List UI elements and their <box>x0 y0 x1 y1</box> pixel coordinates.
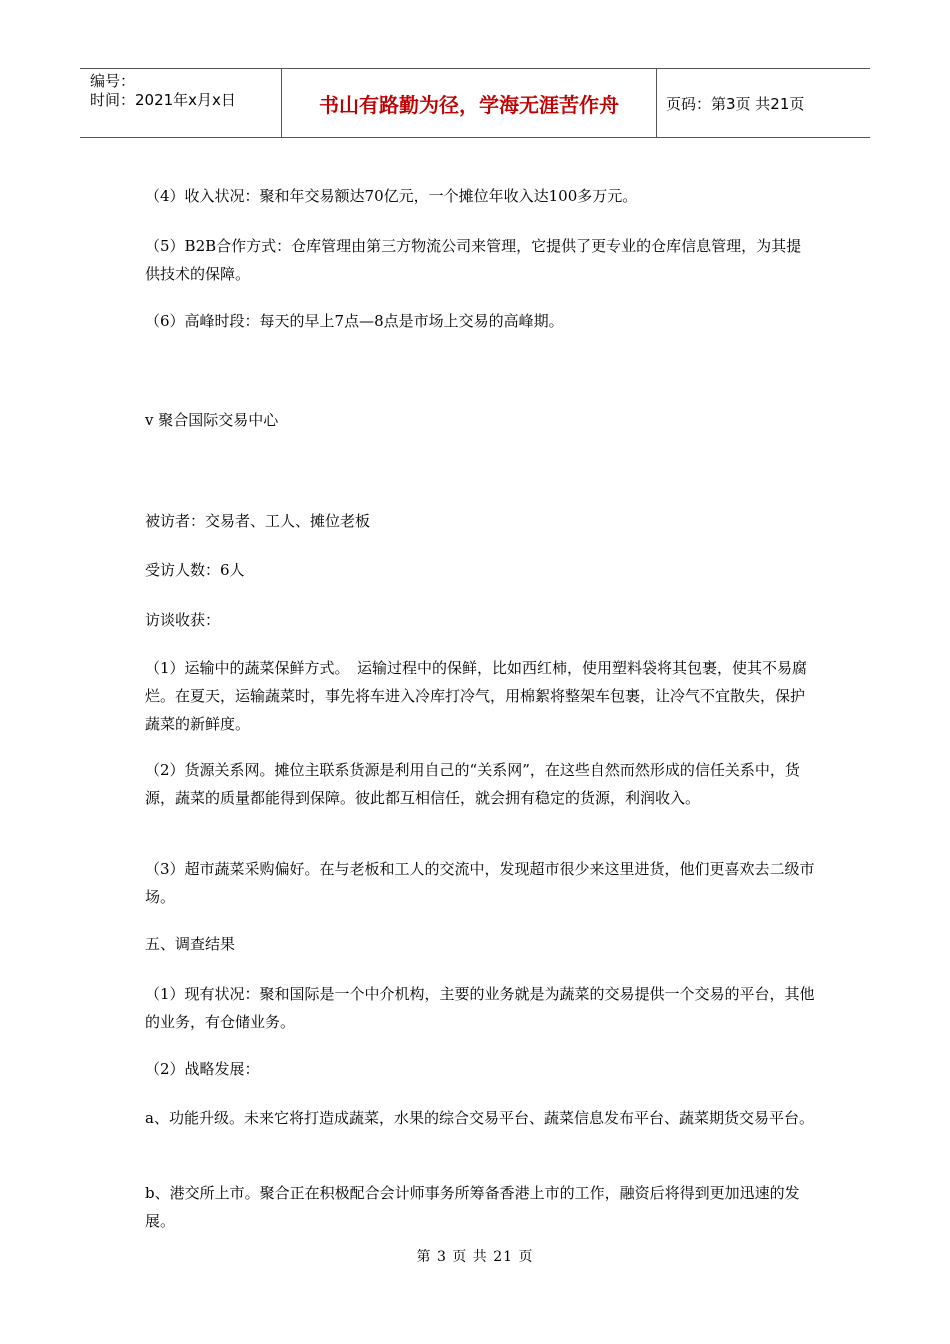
paragraph-current-status: （1）现有状况：聚和国际是一个中介机构，主要的业务就是为蔬菜的交易提供一个交易的平台，其他的业务，有仓储业务。 <box>145 985 815 1031</box>
paragraph-b2b: （5）B2B合作方式：仓库管理由第三方物流公司来管理，它提供了更专业的仓库信息管理，为其提供技术的保障。 <box>145 237 802 283</box>
paragraph-preservation: （1）运输中的蔬菜保鲜方式。 运输过程中的保鲜，比如西红柿，使用塑料袋将其包裹，使其不易腐烂。在夏天，运输蔬菜时，事先将车进入冷库打冷气，用棉絮将整架车包裹，让冷气不宜散失，保护蔬菜的新鲜度。 <box>145 659 808 733</box>
page-footer: 第 3 页 共 21 页 <box>416 1249 534 1265</box>
section-heading-results: 五、调查结果 <box>145 935 236 953</box>
paragraph-supermarket: （3）超市蔬菜采购偏好。在与老板和工人的交流中，发现超市很少来这里进货，他们更喜欢去二级市场。 <box>145 860 815 906</box>
paragraph-listing: b、港交所上市。聚合正在积极配合会计师事务所筹备香港上市的工作，融资后将得到更加迅速的发展。 <box>145 1184 800 1230</box>
page-header <box>80 68 870 138</box>
paragraph-upgrade: a、功能升级。未来它将打造成蔬菜，水果的综合交易平台、蔬菜信息发布平台、蔬菜期货交易平台。 <box>145 1109 814 1127</box>
paragraph-supply-network: （2）货源关系网。摊位主联系货源是利用自己的“关系网”，在这些自然而然形成的信任关系中，货源，蔬菜的质量都能得到保障。彼此都互相信任，就会拥有稳定的货源，利润收入。 <box>145 761 800 807</box>
header-motto: 书山有路勤为径，学海无涯苦作舟 <box>282 69 657 137</box>
document-date: 时间：2021年x月x日 <box>90 91 236 109</box>
paragraph-income: （4）收入状况：聚和年交易额达70亿元，一个摊位年收入达100多万元。 <box>145 187 638 205</box>
paragraph-interview-count: 受访人数：6人 <box>145 561 245 579</box>
header-meta-cell <box>80 69 282 137</box>
paragraph-strategy: （2）战略发展： <box>145 1060 260 1078</box>
document-number: 编号： <box>90 72 136 90</box>
header-page-info: 页码：第3页 共21页 <box>666 94 805 113</box>
paragraph-interviewees: 被访者：交易者、工人、摊位老板 <box>145 512 371 530</box>
section-heading-exchange-center: v 聚合国际交易中心 <box>145 411 279 429</box>
paragraph-peak-hours: （6）高峰时段：每天的早上7点—8点是市场上交易的高峰期。 <box>145 312 564 330</box>
paragraph-interview-findings: 访谈收获： <box>145 611 221 629</box>
